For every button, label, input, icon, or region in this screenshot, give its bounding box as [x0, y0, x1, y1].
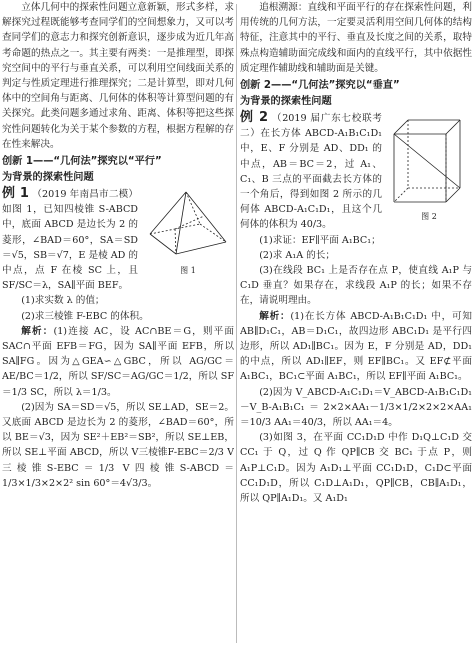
section2-title: 创新 2——“几何法”探究以“垂直” [240, 80, 400, 92]
solution2-part1 [240, 309, 472, 385]
figure-2 [386, 112, 472, 222]
solution1-part1-text: (1)连接 AC，设 AC∩BE＝G，则平面 SAC∩平面 EFB＝FG，因为 SA∥平面 EFB，所以 SA∥FG。因为△GEA∽△GBC，所以 AG/GC＝AE/BC＝1/2，所以 SF/SC＝AG/GC＝1/2，所以 SF＝1/3 SC，所以 λ＝1/3。 [2, 325, 234, 398]
example1-label: 例 1 [2, 186, 29, 202]
section1-subtitle: 为背景的探索性问题 [2, 172, 94, 184]
section1-heading [2, 154, 234, 186]
column-divider [236, 4, 237, 643]
left-column [2, 0, 234, 647]
solution1-part2: (2)因为 SA＝SD＝√5，所以 SE⊥AD，SE＝2。又底面 ABCD 是边长为 2 的菱形，∠BAD＝60°，所以 BE＝√3，因为 SE²＋EB²＝SB²，所以 SE⊥EB，所以 SE⊥平面 ABCD，所以 V三棱锥F-EBC＝2/3 V三棱锥S-EBC＝1/3 V四棱锥S-ABCD＝1/3×1/3×2×2² sin 60°＝4√3/3。 [2, 401, 234, 489]
cuboid-figure-icon [386, 112, 472, 212]
section2-heading [240, 78, 472, 110]
example1-question1: (1)求实数 λ 的值； [21, 295, 105, 307]
trace-source-paragraph: 追根溯源：直线和平面平行的存在探索性问题，利用传统的几何方法，一定要灵活利用空间几何体的结构特征，注意其中的平行、垂直及长度之间的关系，取特殊点构造辅助面完成线和面内的直线平行，其中依据性质定理作辅助线和辅助面是关键。 [240, 2, 472, 74]
example1-body: （2019 年南昌市二模）如图 1，已知四棱锥 S-ABCD 中，底面 ABCD 是边长为 2 的菱形，∠BAD＝60°，SA＝SD＝√5，SB＝√7，E 是棱 AD 的中点，点 F 在棱 SC 上，且 SF/SC＝λ，SA∥平面 BEF。 [2, 189, 138, 292]
solution-label: 解析： [21, 325, 54, 337]
right-column [240, 0, 472, 647]
figure-1 [142, 188, 234, 276]
solution2-part1-text: (1)在长方体 ABCD-A₁B₁C₁D₁ 中，可知 AB∥D₁C₁，AB＝D₁C₁，故四边形 ABC₁D₁ 是平行四边形，所以 AD₁∥BC₁。因为 E，F 分别是 AD，DD₁ 的中点，所以 AD₁∥EF，则 EF∥BC₁。又 EF⊄平面 A₁BC₁，BC₁⊂平面 A₁BC₁，所以 EF∥平面 A₁BC₁。 [240, 310, 472, 383]
section1-title: 创新 1——“几何法”探究以“平行” [2, 156, 162, 168]
example2-question3: (3)在线段 BC₁ 上是否存在点 P，使直线 A₁P 与 C₁D 垂直？如果存在，求线段 A₁P 的长；如果不存在，请说明理由。 [240, 265, 472, 307]
example2-question2: (2)求 A₁A 的长； [259, 249, 335, 261]
intro-paragraph: 立体几何中的探索性问题立意新颖，形式多样，求解探究过程既能够考查同学们的空间想象力，又可以考查同学们的意志力和探究创新意识，逐步成为近几年高考命题的热点之一。其主要有两类：一是推理型，即探究空间中的平行与垂直关系，可以利用空间线面关系的判定与性质定理进行推理探究；二是计算型，即对几何体中的空间角与距离、几何体的体积等计算型问题的有关探究。此类问题多通过求角、距离、体积等把这些探究性问题转化为关于某个参数的方程，根据方程解的存在性来解决。 [2, 2, 234, 150]
solution2-label: 解析： [259, 310, 291, 322]
solution2-part2: (2)因为 V_ABCD-A₁C₁D₁＝V_ABCD-A₁B₁C₁D₁－V_B-A₁B₁C₁＝2×2×AA₁－1/3×1/2×2×2×AA₁＝10/3 AA₁＝40/3，所以 AA₁＝4。 [240, 386, 472, 429]
solution2-part3: (3)如图 3，在平面 CC₁D₁D 中作 D₁Q⊥C₁D 交 CC₁ 于 Q，过 Q 作 QP∥CB 交 BC₁ 于点 P，则 A₁P⊥C₁D。因为 A₁D₁⊥平面 CC₁D₁D，C₁D⊂平面 CC₁D₁D，所以 C₁D⊥A₁D₁，QP∥CB，CB∥A₁D₁，所以 QP∥A₁D₁。又 A₁D₁ [240, 432, 472, 505]
section2-subtitle: 为背景的探索性问题 [240, 96, 332, 108]
example2-question1: (1)求证：EF∥平面 A₁BC₁； [259, 234, 381, 246]
solution1-part1 [2, 324, 234, 400]
figure-1-caption: 图 1 [180, 266, 196, 276]
example2-label: 例 2 [240, 110, 269, 126]
pyramid-figure-icon [142, 188, 234, 266]
example2-body: （2019 届广东七校联考二）在长方体 ABCD-A₁B₁C₁D₁ 中，E、F 分别是 AD、DD₁ 的中点，AB＝BC＝2，过 A₁、C₁、B 三点的平面截去长方体的一个角后，得到如图 2 所示的几何体 ABCD-A₁C₁D₁，且这个几何体的体积为 40/3。 [240, 113, 382, 231]
figure-2-caption: 图 2 [421, 212, 437, 222]
example1-question2: (2)求三棱锥 F-EBC 的体积。 [21, 310, 149, 322]
